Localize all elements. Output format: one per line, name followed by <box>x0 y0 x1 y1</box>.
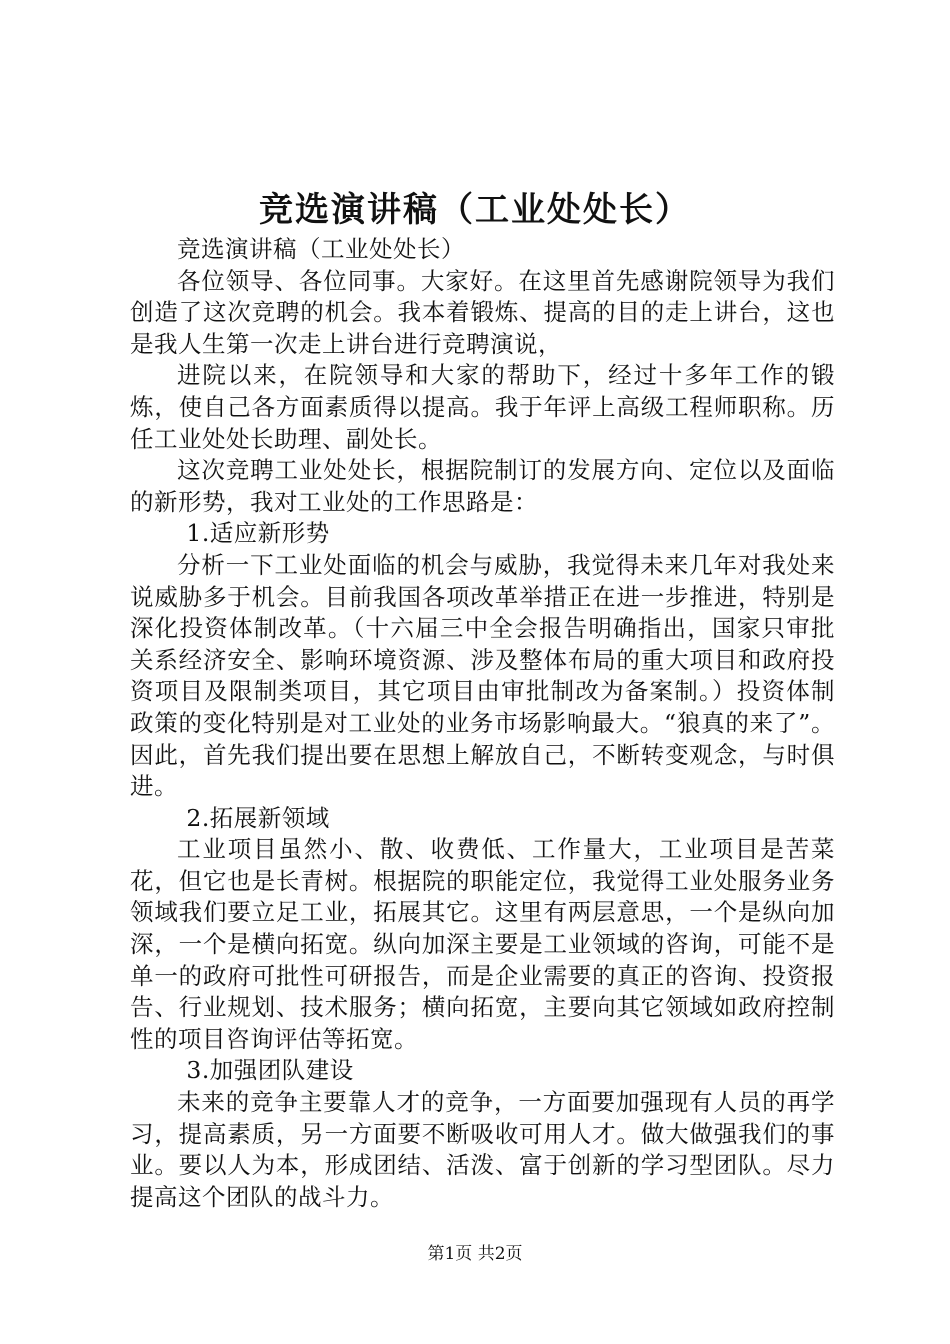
body-paragraph: 未来的竞争主要靠人才的竞争，一方面要加强现有人员的再学习，提高素质，另一方面要不断吸收可用人才。做大做强我们的事业。要以人为本，形成团结、活泼、富于创新的学习型团队。尽力提高这个团队的战斗力。 <box>130 1088 835 1211</box>
body-paragraph: 各位领导、各位同事。大家好。在这里首先感谢院领导为我们创造了这次竞聘的机会。我本着锻炼、提高的目的走上讲台，这也是我人生第一次走上讲台进行竞聘演说， <box>130 266 835 358</box>
body-paragraph: 进院以来，在院领导和大家的帮助下，经过十多年工作的锻炼，使自己各方面素质得以提高。我于年评上高级工程师职称。历任工业处处长助理、副处长。 <box>130 361 835 453</box>
section-heading: 1.适应新形势 <box>186 519 330 548</box>
page-footer: 第1页 共2页 <box>427 1244 523 1264</box>
body-paragraph: 分析一下工业处面临的机会与威胁，我觉得未来几年对我处来说威胁多于机会。目前我国各项改革举措正在进一步推进，特别是深化投资体制改革。（十六届三中全会报告明确指出，国家只审批关系经济安全、影响环境资源、涉及整体布局的重大项目和政府投资项目及限制类项目，其它项目由审批制改为备案制。）投资体制政策的变化特别是对工业处的业务市场影响最大。“狼真的来了”。因此，首先我们提出要在思想上解放自己，不断转变观念，与时俱进。 <box>130 550 835 801</box>
section-heading: 3.加强团队建设 <box>186 1056 354 1085</box>
subtitle-paragraph: 竞选演讲稿（工业处处长） <box>177 235 465 263</box>
body-paragraph: 工业项目虽然小、散、收费低、工作量大，工业项目是苦菜花，但它也是长青树。根据院的职能定位，我觉得工业处服务业务领域我们要立足工业，拓展其它。这里有两层意思，一个是纵向加深，一个是横向拓宽。纵向加深主要是工业领域的咨询，可能不是单一的政府可批性可研报告，而是企业需要的真正的咨询、投资报告、行业规划、技术服务；横向拓宽，主要向其它领域如政府控制性的项目咨询评估等拓宽。 <box>130 835 835 1053</box>
document-body <box>130 234 835 1213</box>
document-title: 竞选演讲稿（工业处处长） <box>259 190 691 230</box>
section-heading: 2.拓展新领域 <box>186 803 330 832</box>
body-paragraph: 这次竞聘工业处处长，根据院制订的发展方向、定位以及面临的新形势，我对工业处的工作思路是： <box>130 456 835 516</box>
